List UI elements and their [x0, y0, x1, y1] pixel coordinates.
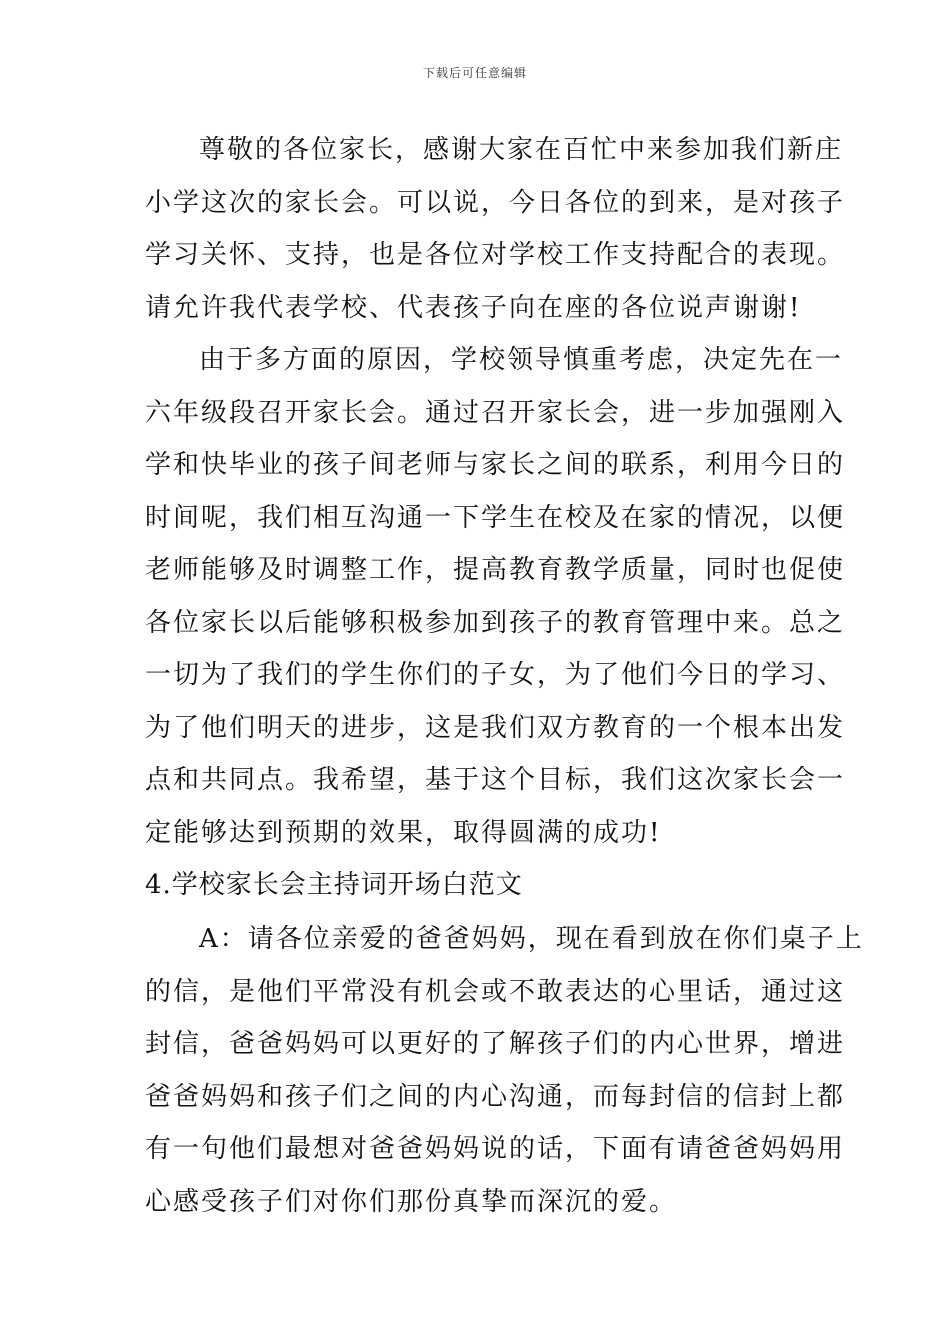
text-line: 为了他们明天的进步，这是我们双方教育的一个根本出发 [145, 712, 846, 743]
text-line: 请允许我代表学校、代表孩子向在座的各位说声谢谢! [145, 292, 802, 323]
paragraph-host-a [145, 913, 864, 1228]
body-block-2 [145, 913, 864, 1228]
header-note: 下载后可任意编辑 [422, 66, 527, 80]
text-line: 的信，是他们平常没有机会或不敢表达的心里话，通过这 [145, 976, 846, 1007]
text-line: 学习关怀、支持，也是各位对学校工作支持配合的表现。 [145, 240, 846, 270]
text-line: 有一句他们最想对爸爸妈妈说的话，下面有请爸爸妈妈用 [145, 1134, 846, 1164]
text-line: 时间呢，我们相互沟通一下学生在校及在家的情况，以便 [145, 502, 846, 533]
text-line: 六年级段召开家长会。通过召开家长会，进一步加强刚入 [145, 397, 846, 428]
text-line: 老师能够及时调整工作，提高教育教学质量，同时也促使 [145, 555, 846, 585]
text-line: 心感受孩子们对你们那份真挚而深沉的爱。 [145, 1186, 678, 1217]
section-heading: 4.学校家长会主持词开场白范文 [145, 870, 523, 900]
body-block-1 [145, 124, 846, 912]
text-line: 学和快毕业的孩子间老师与家长之间的联系，利用今日的 [145, 450, 846, 480]
text-line: 小学这次的家长会。可以说，今日各位的到来，是对孩子 [145, 187, 846, 218]
paragraph-purpose [145, 334, 846, 859]
text-line: A：请各位亲爱的爸爸妈妈，现在看到放在你们桌子上 [199, 924, 864, 954]
text-line: 各位家长以后能够积极参加到孩子的教育管理中来。总之 [145, 607, 846, 638]
text-line: 尊敬的各位家长，感谢大家在百忙中来参加我们新庄 [199, 135, 844, 165]
text-line: 由于多方面的原因，学校领导慎重考虑，决定先在一 [199, 345, 844, 375]
text-line: 点和共同点。我希望，基于这个目标，我们这次家长会一 [145, 765, 846, 795]
paragraph-greeting [145, 124, 846, 334]
text-line: 爸爸妈妈和孩子们之间的内心沟通，而每封信的信封上都 [145, 1081, 846, 1112]
text-line: 一切为了我们的学生你们的子女，为了他们今日的学习、 [145, 660, 846, 690]
text-line: 定能够达到预期的效果，取得圆满的成功! [145, 817, 662, 848]
text-line: 封信，爸爸妈妈可以更好的了解孩子们的内心世界，增进 [145, 1029, 846, 1059]
